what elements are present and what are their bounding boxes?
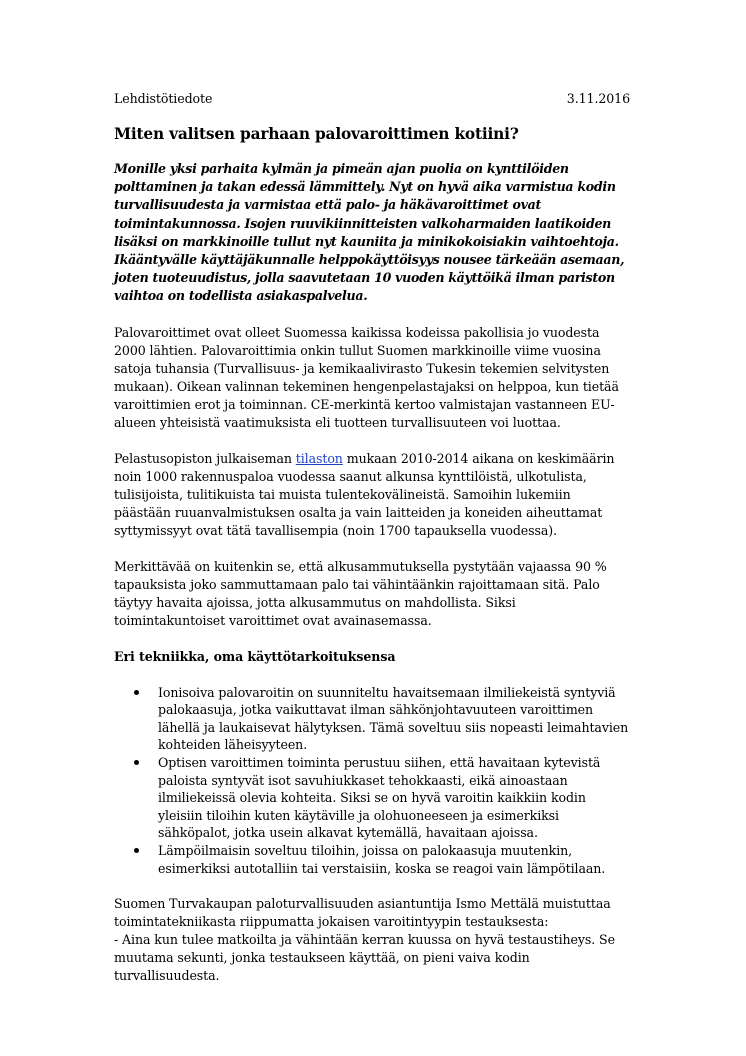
closing-section	[114, 895, 630, 985]
paragraph-2-text-end: mukaan 2010-2014 aikana on keskimäärin noin 1000 rakennuspaloa vuodessa saanut alkunsa kynttilöistä, ulkotulista, tulisijoista, tulitikuista tai muista tulentekovälineistä. Samoihin lukemiin päästään ruuanvalmistuksen osalta ja vain laitteiden ja koneiden aiheuttamat syttymissyyt ovat tätä tavallisempia (noin 1700 tapauksella vuodessa).	[114, 450, 615, 538]
list-item-text: Lämpöilmaisin soveltuu tiloihin, joissa on palokaasuja muutenkin, esimerkiksi autotalliin tai verstaisiin, koska se reagoi vain lämpötilaan.	[158, 842, 606, 876]
body-paragraph-3: Merkittävää on kuitenkin se, että alkusammutuksella pystytään vajaassa 90 % tapauksista joko sammuttamaan palo tai vähintäänkin rajoittamaan sitä. Palo täytyy havaita ajoissa, jotta alkusammutus on mahdollista. Siksi toimintakuntoiset varoittimet ovat avainasemassa.	[114, 558, 607, 628]
list-item-ionizing	[158, 684, 630, 754]
list-item-text: Ionisoiva palovaroitin on suunniteltu havaitsemaan ilmiliekeistä syntyviä palokaasuja, jotka vaikuttavat ilman sähkönjohtavuuteen varoittimen lähellä ja laukaisevat hälytyksen. Tämä soveltuu siis nopeasti leimahtavien kohteiden läheisyyteen.	[158, 684, 629, 753]
list-item-optical	[158, 754, 630, 842]
release-date: 3.11.2016	[566, 91, 630, 106]
expert-quote-advice: - Aina kun tulee matkoilta ja vähintään kerran kuussa on hyvä testaustiheys. Se muutama sekunti, jonka testaukseen käyttää, on pieni vaiva kodin turvallisuudesta.	[114, 932, 615, 984]
document-header	[114, 90, 630, 108]
expert-quote-intro: Suomen Turvakaupan paloturvallisuuden asiantuntija Ismo Mettälä muistuttaa toimintatekniikasta riippumatta jokaisen varoitintyypin testauksesta:	[114, 896, 611, 930]
statistics-link[interactable]: tilaston	[295, 450, 343, 466]
detector-type-list	[114, 684, 630, 878]
list-item-text: Optisen varoittimen toiminta perustuu siihen, että havaitaan kytevistä paloista syntyvät isot savuhiukkaset tehokkaasti, eikä ainoastaan ilmiliekeissä olevia kohteita. Siksi se on hyvä varoitin kaikkiin kodin yleisiin tiloihin kuten käytäville ja olohuoneeseen ja esimerkiksi sähköpalot, jotka usein alkavat kytemällä, havaitaan ajoissa.	[158, 755, 601, 841]
paragraph-2-text-start: Pelastusopiston julkaiseman	[114, 450, 296, 466]
list-item-heat	[158, 842, 630, 877]
body-paragraph-1: Palovaroittimet ovat olleet Suomessa kaikissa kodeissa pakollisia jo vuodesta 2000 lähtien. Palovaroittimia onkin tullut Suomen markkinoille viime vuosina satoja tuhansia (Turvallisuus- ja kemikaalivirasto Tukesin tekemien selvitysten mukaan). Oikean valinnan tekeminen hengenpelastajaksi on helppoa, kun tietää varoittimien erot ja toiminnan. CE-merkintä kertoo valmistajan vastanneen EU-alueen yhteisistä vaatimuksista eli tuotteen turvallisuuteen voi luottaa.	[114, 324, 619, 430]
press-release-page	[114, 90, 630, 985]
section-heading: Eri tekniikka, oma käyttötarkoituksensa	[114, 648, 396, 664]
document-type-label: Lehdistötiedote	[114, 91, 213, 106]
page-title: Miten valitsen parhaan palovaroittimen kotiini?	[114, 125, 519, 143]
bullet-icon	[134, 690, 139, 695]
lead-paragraph: Monille yksi parhaita kylmän ja pimeän ajan puolia on kynttilöiden polttaminen ja takan edessä lämmittely. Nyt on hyvä aika varmistua kodin turvallisuudesta ja varmistaa että palo- ja häkävaroittimet ovat toimintakunnossa. Isojen ruuvikiinnitteisten valkoharmaiden laatikoiden lisäksi on markkinoille tullut nyt kauniita ja minikokoisiakin vaihtoehtoja. Ikääntyvälle käyttäjäkunnalle helppokäyttöisyys nousee tärkeään asemaan, joten tuoteuudistus, jolla saavutetaan 10 vuoden käyttöikä ilman pariston vaihtoa on todellista asiakaspalvelua.	[114, 161, 625, 304]
bullet-icon	[134, 760, 139, 765]
bullet-icon	[134, 848, 139, 853]
body-paragraph-2	[114, 450, 630, 540]
